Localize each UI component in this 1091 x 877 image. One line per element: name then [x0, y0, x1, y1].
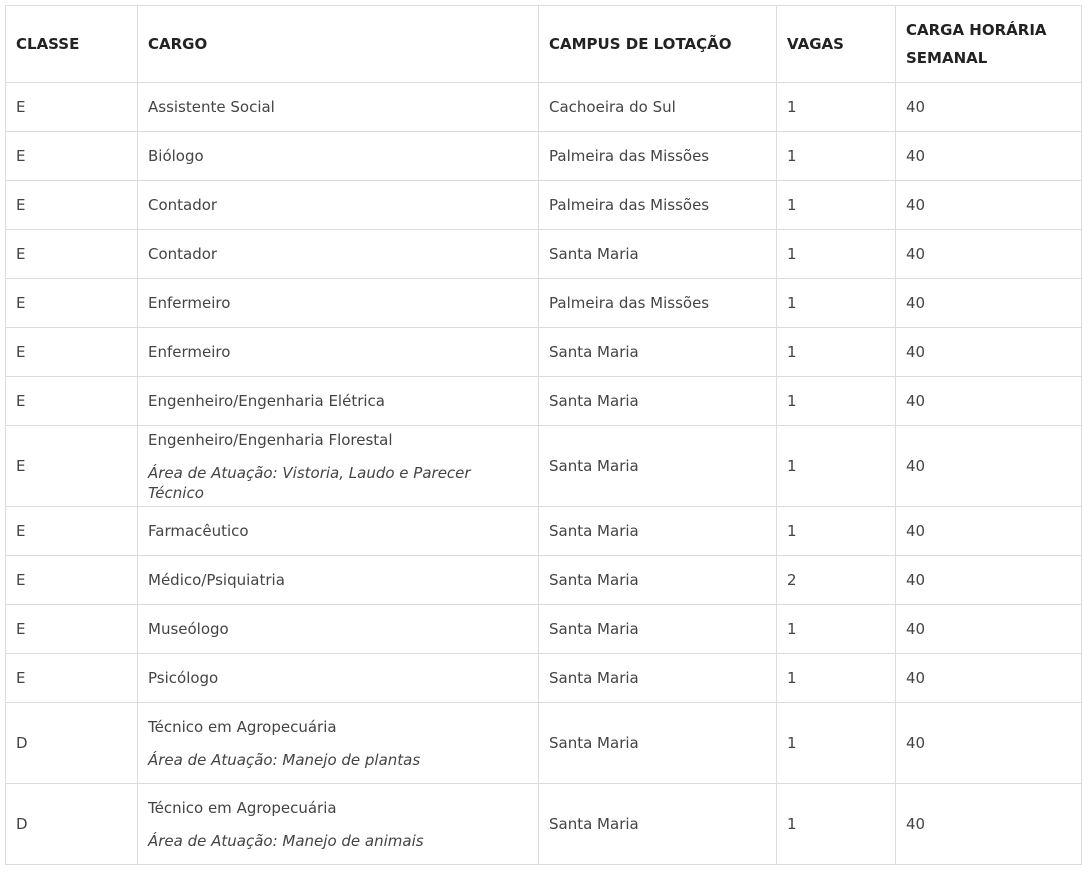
cell-vagas: 1 — [777, 230, 896, 279]
cell-vagas: 1 — [777, 83, 896, 132]
cell-classe: E — [6, 507, 138, 556]
cell-classe: E — [6, 181, 138, 230]
table-row — [6, 605, 1082, 654]
cell-campus: Palmeira das Missões — [539, 132, 777, 181]
cell-campus: Santa Maria — [539, 230, 777, 279]
cell-classe: D — [6, 784, 138, 865]
cell-campus: Santa Maria — [539, 507, 777, 556]
vacancies-table — [5, 5, 1082, 865]
cargo-title: Engenheiro/Engenharia Florestal — [148, 430, 393, 449]
table-row — [6, 279, 1082, 328]
cell-campus: Santa Maria — [539, 426, 777, 507]
table-row — [6, 426, 1082, 507]
cell-campus: Santa Maria — [539, 377, 777, 426]
cell-vagas: 1 — [777, 132, 896, 181]
cell-carga: 40 — [896, 703, 1082, 784]
table-row — [6, 507, 1082, 556]
cell-classe: E — [6, 654, 138, 703]
cell-classe: E — [6, 230, 138, 279]
cell-vagas: 1 — [777, 181, 896, 230]
cell-vagas: 1 — [777, 784, 896, 865]
cell-carga: 40 — [896, 279, 1082, 328]
cell-carga: 40 — [896, 507, 1082, 556]
cell-vagas: 1 — [777, 654, 896, 703]
cell-classe: E — [6, 556, 138, 605]
table-row — [6, 654, 1082, 703]
cargo-title: Assistente Social — [148, 98, 275, 116]
table-row — [6, 703, 1082, 784]
cell-cargo — [138, 279, 539, 328]
cell-cargo — [138, 654, 539, 703]
header-vagas: VAGAS — [777, 6, 896, 83]
cell-classe: E — [6, 605, 138, 654]
cell-vagas: 1 — [777, 605, 896, 654]
cell-carga: 40 — [896, 132, 1082, 181]
table-body — [6, 83, 1082, 865]
cell-carga: 40 — [896, 556, 1082, 605]
cell-carga: 40 — [896, 377, 1082, 426]
cell-cargo — [138, 556, 539, 605]
cell-vagas: 1 — [777, 377, 896, 426]
cell-vagas: 1 — [777, 426, 896, 507]
cell-vagas: 1 — [777, 279, 896, 328]
cell-carga: 40 — [896, 605, 1082, 654]
cell-cargo — [138, 426, 539, 507]
cargo-title: Enfermeiro — [148, 294, 231, 312]
table-header-row — [6, 6, 1082, 83]
header-carga-horaria — [896, 6, 1082, 83]
cell-campus: Santa Maria — [539, 556, 777, 605]
cargo-title: Engenheiro/Engenharia Elétrica — [148, 392, 385, 410]
cargo-title: Psicólogo — [148, 669, 219, 687]
cargo-area: Área de Atuação: Manejo de animais — [148, 831, 424, 850]
table-row — [6, 181, 1082, 230]
cargo-title: Médico/Psiquiatria — [148, 571, 285, 589]
table-row — [6, 132, 1082, 181]
table-row — [6, 377, 1082, 426]
table-row — [6, 328, 1082, 377]
header-carga-line1: CARGA HORÁRIA — [906, 21, 1047, 39]
cell-carga: 40 — [896, 654, 1082, 703]
cell-vagas: 2 — [777, 556, 896, 605]
cell-vagas: 1 — [777, 507, 896, 556]
header-classe: CLASSE — [6, 6, 138, 83]
cargo-area: Área de Atuação: Manejo de plantas — [148, 750, 421, 769]
cargo-title: Enfermeiro — [148, 343, 231, 361]
cargo-title: Técnico em Agropecuária — [148, 798, 337, 817]
table-row — [6, 784, 1082, 865]
cell-carga: 40 — [896, 230, 1082, 279]
cell-campus: Santa Maria — [539, 605, 777, 654]
cell-campus: Palmeira das Missões — [539, 279, 777, 328]
cargo-area: Área de Atuação: Vistoria, Laudo e Parecer Técnico — [148, 463, 471, 502]
cell-campus: Santa Maria — [539, 654, 777, 703]
cargo-title: Contador — [148, 196, 218, 214]
cell-carga: 40 — [896, 426, 1082, 507]
cell-vagas: 1 — [777, 703, 896, 784]
table-row — [6, 83, 1082, 132]
cargo-title: Técnico em Agropecuária — [148, 717, 337, 736]
cell-classe: E — [6, 132, 138, 181]
cell-campus: Santa Maria — [539, 703, 777, 784]
cell-classe: E — [6, 279, 138, 328]
cell-vagas: 1 — [777, 328, 896, 377]
cell-cargo — [138, 83, 539, 132]
cargo-title: Contador — [148, 245, 218, 263]
cell-cargo — [138, 230, 539, 279]
cell-classe: E — [6, 377, 138, 426]
cell-cargo — [138, 181, 539, 230]
cell-classe: E — [6, 83, 138, 132]
cell-carga: 40 — [896, 83, 1082, 132]
cell-cargo — [138, 605, 539, 654]
cell-campus: Santa Maria — [539, 784, 777, 865]
cell-carga: 40 — [896, 784, 1082, 865]
cell-carga: 40 — [896, 328, 1082, 377]
header-carga-line2: SEMANAL — [906, 49, 988, 67]
cargo-title: Farmacêutico — [148, 522, 249, 540]
cell-classe: D — [6, 703, 138, 784]
vacancies-table-container — [5, 5, 1082, 865]
cell-campus: Palmeira das Missões — [539, 181, 777, 230]
cargo-title: Biólogo — [148, 147, 204, 165]
cell-campus: Cachoeira do Sul — [539, 83, 777, 132]
cell-cargo — [138, 377, 539, 426]
header-cargo: CARGO — [138, 6, 539, 83]
cell-cargo — [138, 132, 539, 181]
cargo-title: Museólogo — [148, 620, 229, 638]
header-campus: CAMPUS DE LOTAÇÃO — [539, 6, 777, 83]
table-row — [6, 556, 1082, 605]
table-row — [6, 230, 1082, 279]
cell-campus: Santa Maria — [539, 328, 777, 377]
cell-cargo — [138, 784, 539, 865]
cell-cargo — [138, 703, 539, 784]
cell-cargo — [138, 507, 539, 556]
cell-carga: 40 — [896, 181, 1082, 230]
cell-cargo — [138, 328, 539, 377]
cell-classe: E — [6, 426, 138, 507]
cell-classe: E — [6, 328, 138, 377]
